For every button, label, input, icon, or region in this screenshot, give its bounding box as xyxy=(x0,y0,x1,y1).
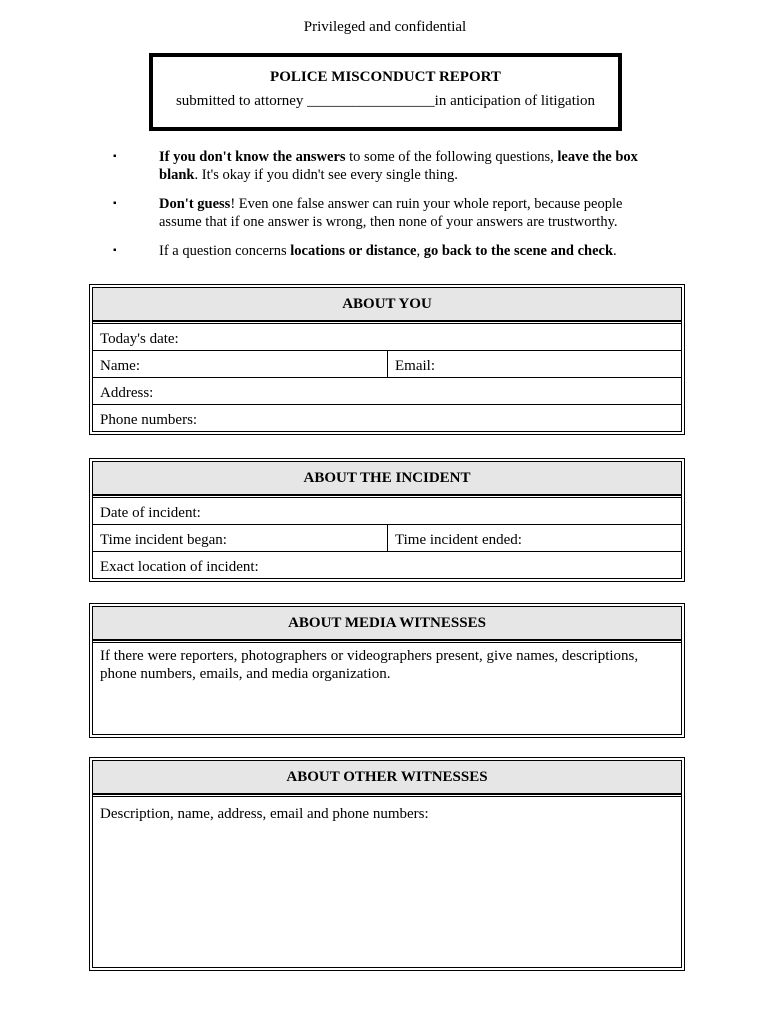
about-you-section xyxy=(89,284,685,435)
other-witnesses-heading: ABOUT OTHER WITNESSES xyxy=(93,761,681,794)
instruction-item xyxy=(0,195,649,231)
instruction-bold: Don't guess xyxy=(159,196,231,212)
incident-date-field[interactable]: Date of incident: xyxy=(100,505,201,521)
instruction-text: . xyxy=(613,243,617,259)
instruction-item xyxy=(0,148,649,184)
bullet-square-icon: ▪ xyxy=(113,245,117,256)
time-began-field[interactable]: Time incident began: xyxy=(93,525,388,551)
bullet-square-icon: ▪ xyxy=(113,198,117,209)
address-field[interactable]: Address: xyxy=(100,385,154,401)
report-subtitle: submitted to attorney _________________in anticipation of litigation xyxy=(175,93,596,109)
instruction-text: , xyxy=(416,243,424,259)
bullet-square-icon: ▪ xyxy=(113,151,117,162)
instruction-text: If a question concerns xyxy=(159,243,291,259)
instruction-item xyxy=(0,242,649,260)
instruction-text: to some of the following questions, xyxy=(345,149,558,165)
about-you-heading: ABOUT YOU xyxy=(93,288,681,321)
time-ended-field[interactable]: Time incident ended: xyxy=(395,532,522,548)
phone-numbers-field[interactable]: Phone numbers: xyxy=(100,412,198,428)
instruction-text: . It's okay if you didn't see every single thing. xyxy=(194,167,458,183)
about-incident-section xyxy=(89,458,685,582)
media-witnesses-section xyxy=(89,603,685,738)
media-witnesses-field[interactable]: If there were reporters, photographers or videographers present, give names, descriptions, phone numbers, emails, and media organization. xyxy=(93,640,681,734)
email-field[interactable]: Email: xyxy=(395,358,435,374)
about-incident-heading: ABOUT THE INCIDENT xyxy=(93,462,681,495)
other-witnesses-section xyxy=(89,757,685,971)
report-title-box xyxy=(149,53,622,131)
instruction-bold: If you don't know the answers xyxy=(159,149,346,165)
todays-date-field[interactable]: Today's date: xyxy=(100,331,179,347)
incident-location-field[interactable]: Exact location of incident: xyxy=(100,559,259,575)
media-witnesses-heading: ABOUT MEDIA WITNESSES xyxy=(93,607,681,640)
other-witnesses-field[interactable]: Description, name, address, email and phone numbers: xyxy=(93,794,681,967)
report-title: POLICE MISCONDUCT REPORT xyxy=(270,69,501,85)
instruction-bold: go back to the scene and check xyxy=(423,243,614,259)
instruction-text: ! Even one false answer can ruin your whole report, because people assume that if one answer is wrong, then none of your answers are trustworthy. xyxy=(159,196,623,230)
instruction-list xyxy=(0,148,770,271)
instruction-bold: leave the box blank xyxy=(159,149,638,183)
instruction-bold: locations or distance xyxy=(290,243,417,259)
name-field[interactable]: Name: xyxy=(93,351,388,377)
confidential-note: Privileged and confidential xyxy=(303,19,467,35)
